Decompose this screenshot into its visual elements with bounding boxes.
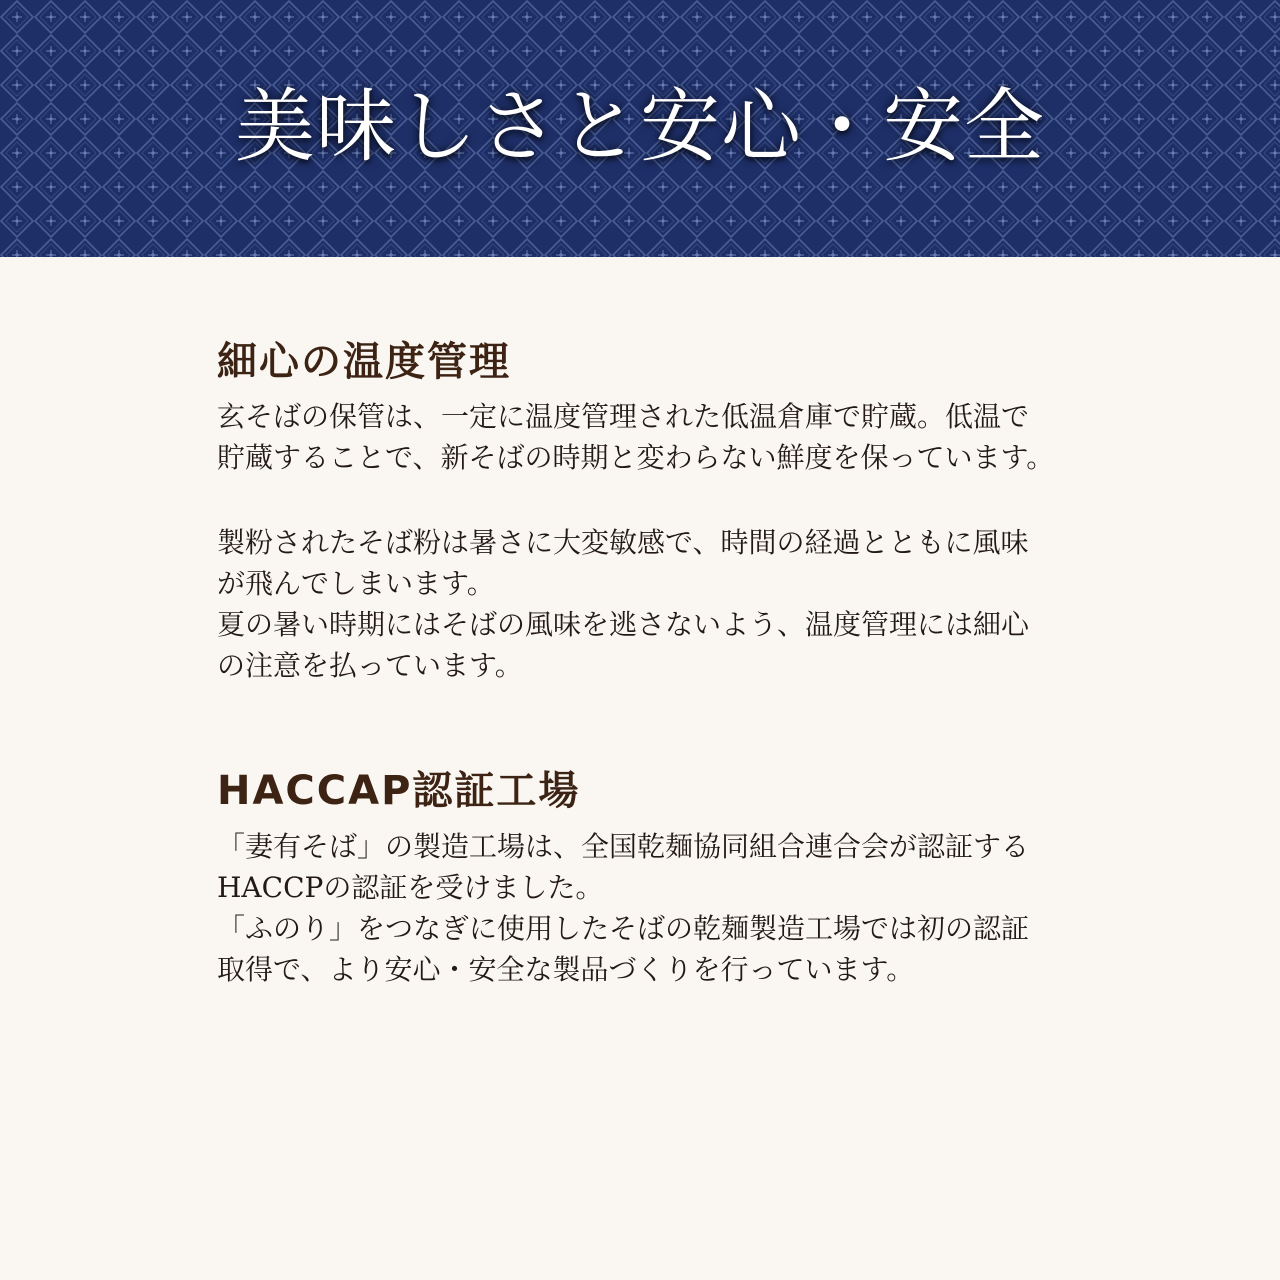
section-heading-temperature: 細心の温度管理 [217, 339, 511, 385]
section-2-text-line: 「ふのり」をつなぎに使用したそばの乾麺製造工場では初の認証 [217, 912, 1030, 945]
section-2-text-line: 「妻有そば」の製造工場は、全国乾麺協同組合連合会が認証する [217, 830, 1030, 863]
section-heading-haccp: HACCAP認証工場 [217, 768, 581, 814]
banner-title: 美味しさと安心・安全 [235, 80, 1045, 173]
section-2-text-line: HACCPの認証を受けました。 [217, 871, 604, 904]
section-1-text-line: 製粉されたそば粉は暑さに大変敏感で、時間の経過とともに風味 [217, 526, 1029, 559]
section-1-text-line: の注意を払っています。 [217, 649, 523, 682]
section-1-text-line: が飛んでしまいます。 [217, 567, 495, 600]
section-1-text-line: 夏の暑い時期にはそばの風味を逃さないよう、温度管理には細心 [217, 608, 1030, 641]
section-1-text-line: 貯蔵することで、新そばの時期と変わらない鮮度を保っています。 [217, 441, 1055, 474]
header-banner [0, 0, 1280, 257]
section-2-text-line: 取得で、より安心・安全な製品づくりを行っています。 [217, 953, 915, 986]
section-1-text-line: 玄そばの保管は、一定に温度管理された低温倉庫で貯蔵。低温で [217, 400, 1030, 433]
